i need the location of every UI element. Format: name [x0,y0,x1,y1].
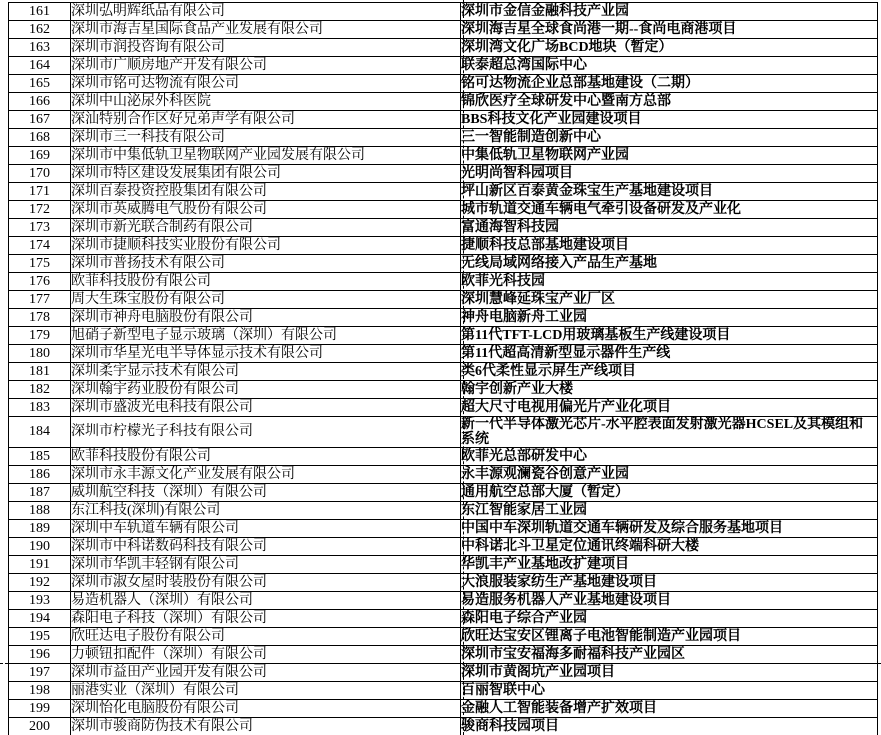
row-number-cell[interactable]: 178 [9,309,71,327]
project-name-cell[interactable]: 华凯丰产业基地改扩建项目 [461,556,878,574]
project-name-cell[interactable]: 中集低轨卫星物联网产业园 [461,147,878,165]
table-row [9,646,878,664]
table-row [9,592,878,610]
row-number-cell[interactable]: 198 [9,682,71,700]
table-row [9,381,878,399]
row-number-cell[interactable]: 189 [9,520,71,538]
row-number-cell[interactable]: 161 [9,3,71,21]
row-number-cell[interactable]: 197 [9,664,71,682]
project-name-cell[interactable]: 深圳慧峰延珠宝产业厂区 [461,291,878,309]
project-name-cell[interactable]: 铭可达物流企业总部基地建设（二期） [461,75,878,93]
table-row [9,219,878,237]
table-row [9,538,878,556]
company-name-cell[interactable]: 深圳市特区建设发展集团有限公司 [71,165,461,183]
projects-table [8,2,878,735]
row-number-cell[interactable]: 180 [9,345,71,363]
row-number-cell[interactable]: 174 [9,237,71,255]
project-name-cell[interactable]: 易造服务机器人产业基地建设项目 [461,592,878,610]
project-name-cell[interactable]: 超大尺寸电视用偏光片产业化项目 [461,399,878,417]
table-row [9,39,878,57]
page-break-horizontal-line [0,663,881,664]
row-number-cell[interactable]: 170 [9,165,71,183]
project-name-cell[interactable]: 永丰源观澜瓷谷创意产业园 [461,466,878,484]
row-number-cell[interactable]: 196 [9,646,71,664]
table-row [9,484,878,502]
row-number-cell[interactable]: 175 [9,255,71,273]
project-name-cell[interactable]: 坪山新区百泰黄金珠宝生产基地建设项目 [461,183,878,201]
company-name-cell[interactable]: 深圳市神舟电脑股份有限公司 [71,309,461,327]
table-row [9,574,878,592]
row-number-cell[interactable]: 182 [9,381,71,399]
project-name-cell[interactable]: 第11代TFT-LCD用玻璃基板生产线建设项目 [461,327,878,345]
project-name-cell[interactable]: 深圳市宝安福海多耐福科技产业园区 [461,646,878,664]
company-name-cell[interactable]: 森阳电子科技（深圳）有限公司 [71,610,461,628]
table-row [9,183,878,201]
project-name-cell[interactable]: 深圳湾文化广场BCD地块（暂定） [461,39,878,57]
row-number-cell[interactable]: 165 [9,75,71,93]
company-name-cell[interactable]: 深圳市华星光电半导体显示技术有限公司 [71,345,461,363]
table-row [9,628,878,646]
company-name-cell[interactable]: 威圳航空科技（深圳）有限公司 [71,484,461,502]
table-row [9,556,878,574]
project-name-cell[interactable]: 欧菲光科技园 [461,273,878,291]
row-number-cell[interactable]: 168 [9,129,71,147]
table-row [9,291,878,309]
company-name-cell[interactable]: 深圳市中科诺数码科技有限公司 [71,538,461,556]
row-number-cell[interactable]: 199 [9,700,71,718]
row-number-cell[interactable]: 185 [9,448,71,466]
row-number-cell[interactable]: 166 [9,93,71,111]
table-row [9,255,878,273]
row-number-cell[interactable]: 187 [9,484,71,502]
project-name-cell[interactable]: 欣旺达宝安区锂离子电池智能制造产业园项目 [461,628,878,646]
project-name-cell[interactable]: 翰宇创新产业大楼 [461,381,878,399]
project-name-cell[interactable]: 光明尚智科园项目 [461,165,878,183]
company-name-cell[interactable]: 东江科技(深圳)有限公司 [71,502,461,520]
table-row [9,3,878,21]
table-row [9,147,878,165]
table-row [9,363,878,381]
project-name-cell[interactable]: 联泰超总湾国际中心 [461,57,878,75]
row-number-cell[interactable]: 173 [9,219,71,237]
company-name-cell[interactable]: 深圳翰宇药业股份有限公司 [71,381,461,399]
company-name-cell[interactable]: 深圳市永丰源文化产业发展有限公司 [71,466,461,484]
project-name-cell[interactable]: 捷顺科技总部基地建设项目 [461,237,878,255]
project-name-cell[interactable]: 通用航空总部大厦（暂定） [461,484,878,502]
project-name-cell[interactable]: 骏商科技园项目 [461,718,878,735]
company-name-cell[interactable]: 欣旺达电子股份有限公司 [71,628,461,646]
row-number-cell[interactable]: 177 [9,291,71,309]
row-number-cell[interactable]: 188 [9,502,71,520]
table-row [9,682,878,700]
company-name-cell[interactable]: 周大生珠宝股份有限公司 [71,291,461,309]
row-number-cell[interactable]: 194 [9,610,71,628]
project-name-cell[interactable]: 无线局域网络接入产品生产基地 [461,255,878,273]
table-row [9,237,878,255]
company-name-cell[interactable]: 欧菲科技股份有限公司 [71,448,461,466]
table-row [9,700,878,718]
company-name-cell[interactable]: 深圳市捷顺科技实业股份有限公司 [71,237,461,255]
project-name-cell[interactable]: 深圳海吉星全球食尚港一期--食尚电商港项目 [461,21,878,39]
project-name-cell[interactable]: 富通海智科技园 [461,219,878,237]
company-name-cell[interactable]: 深圳市盛波光电科技有限公司 [71,399,461,417]
table-row [9,111,878,129]
company-name-cell[interactable]: 深圳百泰投资控股集团有限公司 [71,183,461,201]
row-number-cell[interactable]: 195 [9,628,71,646]
table-row [9,466,878,484]
table-row [9,718,878,735]
table-row [9,399,878,417]
company-name-cell[interactable]: 易造机器人（深圳）有限公司 [71,592,461,610]
company-name-cell[interactable]: 深圳市华凯丰轻钢有限公司 [71,556,461,574]
table-row [9,345,878,363]
table-row [9,309,878,327]
table-row [9,21,878,39]
project-name-cell[interactable]: 深圳市金信金融科技产业园 [461,3,878,21]
row-number-cell[interactable]: 193 [9,592,71,610]
row-number-cell[interactable]: 190 [9,538,71,556]
row-number-cell[interactable]: 183 [9,399,71,417]
company-name-cell[interactable]: 深圳市海吉星国际食品产业发展有限公司 [71,21,461,39]
table-row [9,664,878,682]
company-name-cell[interactable]: 深圳市淑女屋时装股份有限公司 [71,574,461,592]
table-row [9,201,878,219]
row-number-cell[interactable]: 191 [9,556,71,574]
company-name-cell[interactable]: 深圳市英威腾电气股份有限公司 [71,201,461,219]
company-name-cell[interactable]: 欧菲科技股份有限公司 [71,273,461,291]
company-name-cell[interactable]: 深圳市普扬技术有限公司 [71,255,461,273]
project-name-cell[interactable]: 新一代半导体激光芯片-水平腔表面发射激光器HCSEL及其模组和系统 [461,417,878,448]
company-name-cell[interactable]: 深圳市三一科技有限公司 [71,129,461,147]
project-name-cell[interactable]: 百丽智联中心 [461,682,878,700]
table-row [9,165,878,183]
company-name-cell[interactable]: 深圳市铭可达物流有限公司 [71,75,461,93]
project-name-cell[interactable]: 欧菲光总部研发中心 [461,448,878,466]
company-name-cell[interactable]: 深圳中山泌尿外科医院 [71,93,461,111]
company-name-cell[interactable]: 深圳弘明辉纸品有限公司 [71,3,461,21]
project-name-cell[interactable]: 中科诺北斗卫星定位通讯终端科研大楼 [461,538,878,556]
page-break-vertical-line [463,0,464,735]
project-name-cell[interactable]: 大浪服装家纺生产基地建设项目 [461,574,878,592]
table-row [9,75,878,93]
company-name-cell[interactable]: 深圳市骏商防伪技术有限公司 [71,718,461,735]
project-name-cell[interactable]: 金融人工智能装备增产扩效项目 [461,700,878,718]
row-number-cell[interactable]: 179 [9,327,71,345]
row-number-cell[interactable]: 186 [9,466,71,484]
row-number-cell[interactable]: 171 [9,183,71,201]
table-row [9,129,878,147]
table-row [9,417,878,448]
table-row [9,327,878,345]
project-name-cell[interactable]: 东江智能家居工业园 [461,502,878,520]
row-number-cell[interactable]: 162 [9,21,71,39]
company-name-cell[interactable]: 深圳市新光联合制药有限公司 [71,219,461,237]
table-row [9,502,878,520]
row-number-cell[interactable]: 200 [9,718,71,735]
project-name-cell[interactable]: 锦欣医疗全球研发中心暨南方总部 [461,93,878,111]
table-body [9,3,878,735]
table-row [9,57,878,75]
project-name-cell[interactable]: BBS科技文化产业园建设项目 [461,111,878,129]
project-name-cell[interactable]: 城市轨道交通车辆电气牵引设备研发及产业化 [461,201,878,219]
company-name-cell[interactable]: 丽港实业（深圳）有限公司 [71,682,461,700]
project-name-cell[interactable]: 类6代柔性显示屏生产线项目 [461,363,878,381]
table-row [9,610,878,628]
row-number-cell[interactable]: 169 [9,147,71,165]
company-name-cell[interactable]: 深圳市广顺房地产开发有限公司 [71,57,461,75]
table-row [9,448,878,466]
company-name-cell[interactable]: 深圳市中集低轨卫星物联网产业园发展有限公司 [71,147,461,165]
company-name-cell[interactable]: 深圳市益田产业园开发有限公司 [71,664,461,682]
row-number-cell[interactable]: 181 [9,363,71,381]
project-name-cell[interactable]: 森阳电子综合产业园 [461,610,878,628]
project-name-cell[interactable]: 深圳市黄阁坑产业园项目 [461,664,878,682]
project-name-cell[interactable]: 神舟电脑新舟工业园 [461,309,878,327]
row-number-cell[interactable]: 172 [9,201,71,219]
company-name-cell[interactable]: 深汕特别合作区好兄弟声学有限公司 [71,111,461,129]
company-name-cell[interactable]: 深圳怡化电脑股份有限公司 [71,700,461,718]
company-name-cell[interactable]: 深圳中车轨道车辆有限公司 [71,520,461,538]
row-number-cell[interactable]: 176 [9,273,71,291]
row-number-cell[interactable]: 184 [9,417,71,448]
table-row [9,93,878,111]
project-name-cell[interactable]: 中国中车深圳轨道交通车辆研发及综合服务基地项目 [461,520,878,538]
project-name-cell[interactable]: 三一智能制造创新中心 [461,129,878,147]
table-row [9,520,878,538]
row-number-cell[interactable]: 192 [9,574,71,592]
row-number-cell[interactable]: 163 [9,39,71,57]
project-name-cell[interactable]: 第11代超高清新型显示器件生产线 [461,345,878,363]
row-number-cell[interactable]: 167 [9,111,71,129]
table-row [9,273,878,291]
company-name-cell[interactable]: 旭硝子新型电子显示玻璃（深圳）有限公司 [71,327,461,345]
company-name-cell[interactable]: 深圳市柠檬光子科技有限公司 [71,417,461,448]
company-name-cell[interactable]: 力顿钮扣配件（深圳）有限公司 [71,646,461,664]
row-number-cell[interactable]: 164 [9,57,71,75]
company-name-cell[interactable]: 深圳柔宇显示技术有限公司 [71,363,461,381]
company-name-cell[interactable]: 深圳市润投咨询有限公司 [71,39,461,57]
